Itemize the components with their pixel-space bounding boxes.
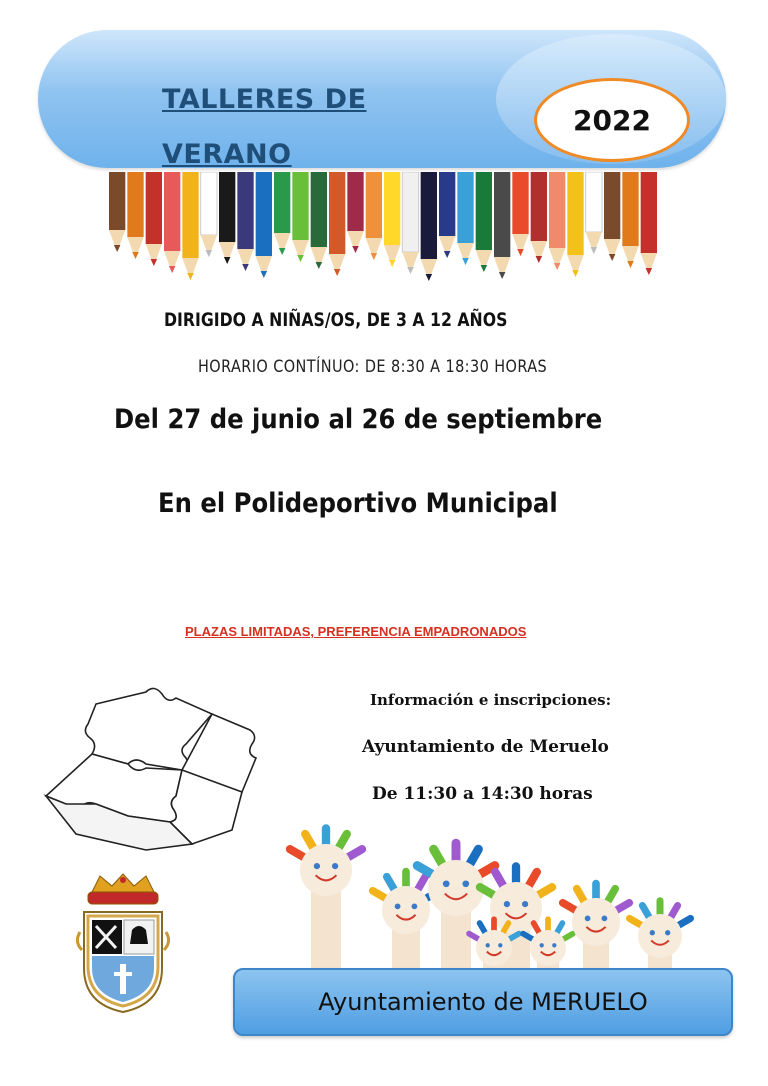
schedule-text: HORARIO CONTÍNUO: DE 8:30 A 18:30 HORAS	[198, 357, 548, 377]
dates-text: Del 27 de junio al 26 de septiembre	[114, 404, 603, 435]
location-text: En el Polideportivo Municipal	[158, 488, 558, 519]
painted-hands-image	[266, 800, 696, 990]
title-line-2: VERANO	[162, 139, 292, 170]
coat-of-arms-image	[70, 872, 176, 1016]
info-place: Ayuntamiento de Meruelo	[362, 737, 609, 757]
poster-title	[162, 72, 462, 182]
year-badge: 2022	[534, 78, 690, 162]
puzzle-image	[36, 684, 260, 854]
info-hours: De 11:30 a 14:30 horas	[372, 784, 593, 804]
title-line-1: TALLERES DE	[162, 84, 367, 115]
info-heading: Información e inscripciones:	[370, 691, 612, 709]
colored-pencils-image	[108, 172, 658, 284]
limited-places-notice: PLAZAS LIMITADAS, PREFERENCIA EMPADRONADOS	[185, 624, 527, 639]
audience-text: DIRIGIDO A NIÑAS/OS, DE 3 A 12 AÑOS	[164, 309, 508, 331]
footer-banner: Ayuntamiento de MERUELO	[233, 968, 733, 1036]
